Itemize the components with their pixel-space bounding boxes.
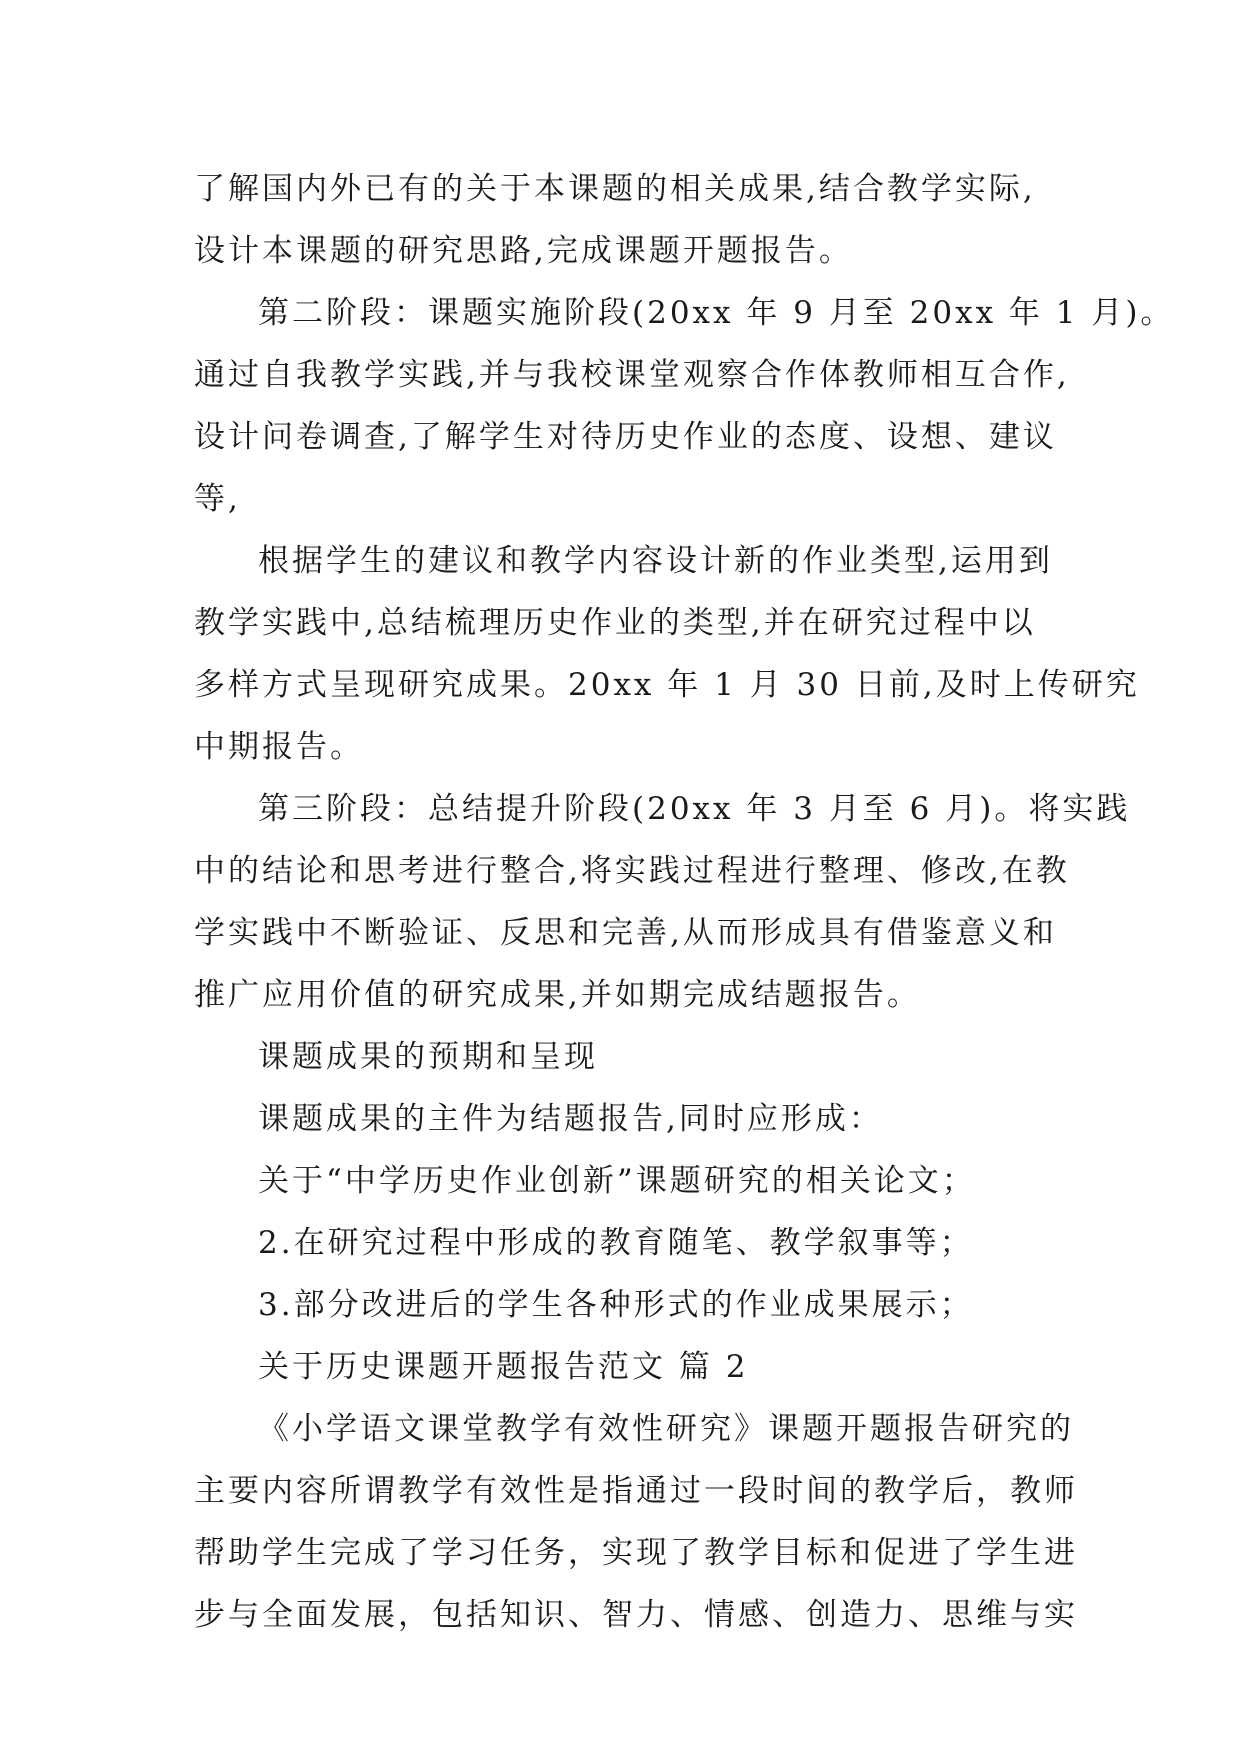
section-heading: 课题成果的预期和呈现 bbox=[258, 1039, 598, 1075]
text-line: 第三阶段：总结提升阶段(20xx 年 3 月至 6 月)。将实践 bbox=[258, 791, 1131, 827]
text-line: 等, bbox=[194, 481, 241, 517]
document-body bbox=[194, 158, 1175, 1646]
text-line: 课题成果的主件为结题报告,同时应形成： bbox=[258, 1101, 883, 1137]
text-line: 中期报告。 bbox=[194, 729, 364, 765]
text-line: 推广应用价值的研究成果,并如期完成结题报告。 bbox=[194, 977, 921, 1013]
text-line: 《小学语文课堂教学有效性研究》课题开题报告研究的 bbox=[258, 1411, 1074, 1447]
text-line: 设计问卷调查,了解学生对待历史作业的态度、设想、建议 bbox=[194, 419, 1057, 455]
text-line: 步与全面发展，包括知识、智力、情感、创造力、思维与实 bbox=[194, 1597, 1078, 1633]
text-line: 主要内容所谓教学有效性是指通过一段时间的教学后，教师 bbox=[194, 1473, 1078, 1509]
text-line: 教学实践中,总结梳理历史作业的类型,并在研究过程中以 bbox=[194, 605, 1036, 641]
list-item: 关于“中学历史作业创新”课题研究的相关论文； bbox=[258, 1163, 976, 1199]
text-line: 设计本课题的研究思路,完成课题开题报告。 bbox=[194, 233, 853, 269]
article-title: 关于历史课题开题报告范文 篇 2 bbox=[258, 1349, 749, 1385]
list-item: 2.在研究过程中形成的教育随笔、教学叙事等； bbox=[258, 1225, 974, 1261]
text-line: 多样方式呈现研究成果。20xx 年 1 月 30 日前,及时上传研究 bbox=[194, 667, 1140, 703]
text-line: 帮助学生完成了学习任务，实现了教学目标和促进了学生进 bbox=[194, 1535, 1078, 1571]
list-item: 3.部分改进后的学生各种形式的作业成果展示； bbox=[258, 1287, 974, 1323]
text-line: 第二阶段：课题实施阶段(20xx 年 9 月至 20xx 年 1 月)。 bbox=[258, 295, 1175, 331]
text-line: 中的结论和思考进行整合,将实践过程进行整理、修改,在教 bbox=[194, 853, 1070, 889]
text-line: 根据学生的建议和教学内容设计新的作业类型,运用到 bbox=[258, 543, 1053, 579]
text-line: 通过自我教学实践,并与我校课堂观察合作体教师相互合作, bbox=[194, 357, 1070, 393]
text-line: 了解国内外已有的关于本课题的相关成果,结合教学实际, bbox=[194, 171, 1036, 207]
text-line: 学实践中不断验证、反思和完善,从而形成具有借鉴意义和 bbox=[194, 915, 1057, 951]
